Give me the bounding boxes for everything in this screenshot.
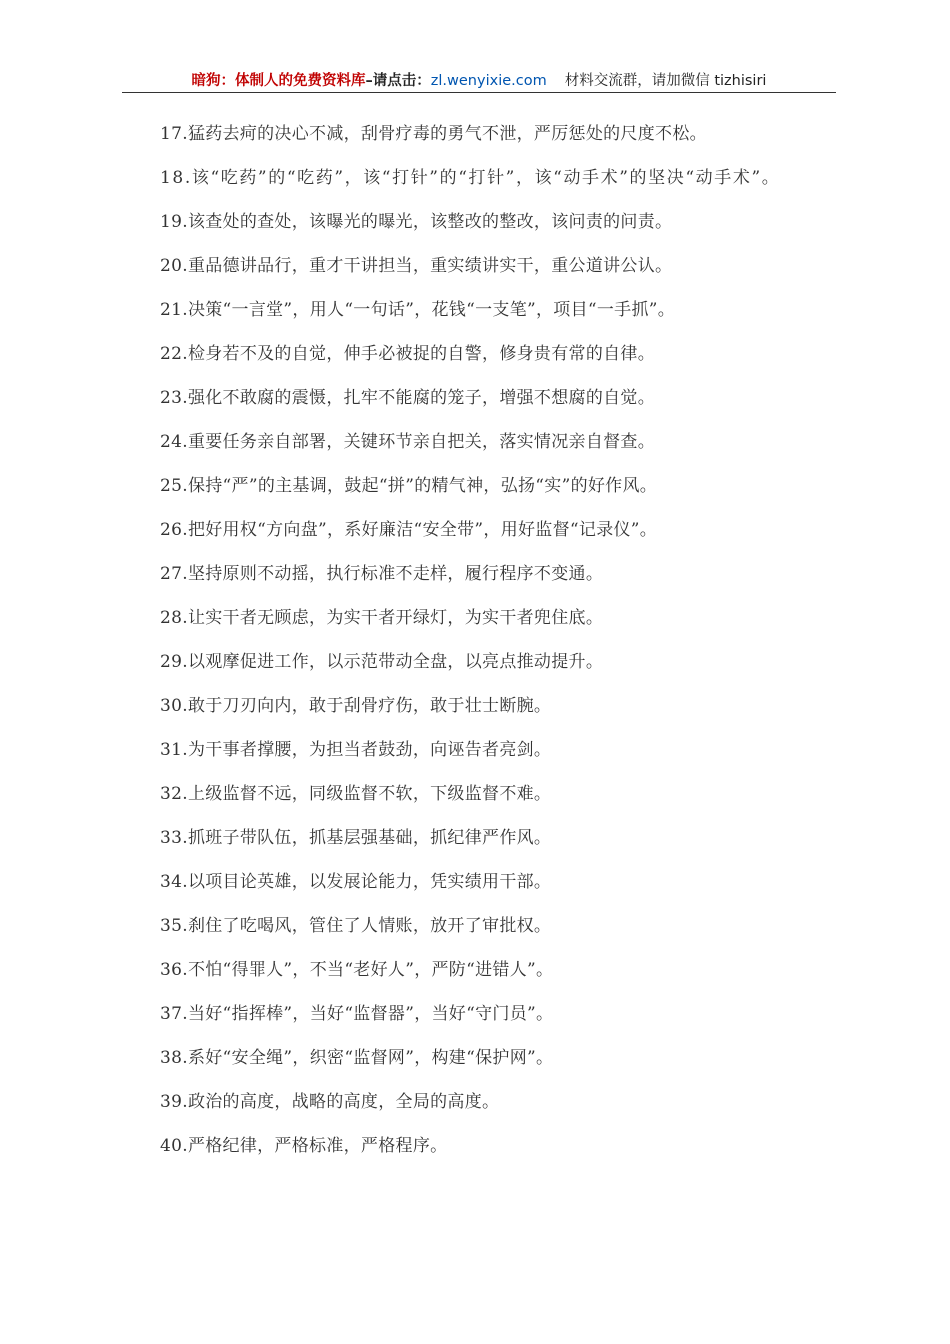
click-prompt: –请点击：: [365, 73, 431, 89]
list-item: [122, 910, 838, 943]
list-item: [122, 1042, 838, 1075]
item-number: 18.: [160, 168, 192, 188]
item-text: 强化不敢腐的震慑，扎牢不能腐的笼子，增强不想腐的自觉。: [187, 388, 656, 408]
list-item: [122, 866, 838, 899]
list-item: [122, 558, 838, 591]
list-item: [122, 382, 838, 415]
item-text: 该“吃药”的“吃药”，该“打针”的“打针”，该“动手术”的坚决“动手术”。: [191, 168, 781, 188]
list-item: [122, 162, 838, 195]
item-text: 抓班子带队伍，抓基层强基础，抓纪律严作风。: [187, 828, 552, 848]
item-number: 37.: [160, 1004, 188, 1024]
item-number: 35.: [160, 916, 188, 936]
item-text: 重要任务亲自部署，关键环节亲自把关，落实情况亲自督查。: [187, 432, 656, 452]
item-number: 28.: [160, 608, 188, 628]
item-number: 23.: [160, 388, 188, 408]
item-number: 25.: [160, 476, 188, 496]
list-item: [122, 250, 838, 283]
item-text: 系好“安全绳”，织密“监督网”，构建“保护网”。: [187, 1048, 554, 1068]
item-text: 决策“一言堂”，用人“一句话”，花钱“一支笔”，项目“一手抓”。: [187, 300, 676, 320]
list-item: [122, 1130, 838, 1163]
item-text: 为干事者撑腰，为担当者鼓劲，向诬告者亮剑。: [187, 740, 552, 760]
item-text: 坚持原则不动摇，执行标准不走样，履行程序不变通。: [187, 564, 604, 584]
list-item: [122, 206, 838, 239]
item-text: 保持“严”的主基调，鼓起“拼”的精气神，弘扬“实”的好作风。: [187, 476, 658, 496]
list-item: [122, 822, 838, 855]
item-text: 该查处的查处，该曝光的曝光，该整改的整改，该问责的问责。: [187, 212, 673, 232]
item-number: 31.: [160, 740, 188, 760]
item-number: 32.: [160, 784, 188, 804]
list-item: [122, 602, 838, 635]
item-number: 29.: [160, 652, 188, 672]
item-text: 严格纪律，严格标准，严格程序。: [187, 1136, 448, 1156]
list-item: [122, 426, 838, 459]
item-text: 以观摩促进工作，以示范带动全盘，以亮点推动提升。: [187, 652, 604, 672]
item-text: 敢于刀刃向内，敢于刮骨疗伤，敢于壮士断腕。: [187, 696, 552, 716]
item-number: 27.: [160, 564, 188, 584]
item-number: 40.: [160, 1136, 188, 1156]
list-item: [122, 954, 838, 987]
document-body: [122, 118, 838, 1174]
item-number: 26.: [160, 520, 188, 540]
wechat-note: 材料交流群，请加微信 tizhisiri: [564, 73, 767, 89]
list-item: [122, 470, 838, 503]
item-number: 20.: [160, 256, 188, 276]
item-text: 以项目论英雄，以发展论能力，凭实绩用干部。: [187, 872, 552, 892]
list-item: [122, 734, 838, 767]
list-item: [122, 690, 838, 723]
list-item: [122, 998, 838, 1031]
item-text: 重品德讲品行，重才干讲担当，重实绩讲实干，重公道讲公认。: [187, 256, 673, 276]
item-text: 猛药去疴的决心不减，刮骨疗毒的勇气不泄，严厉惩处的尺度不松。: [187, 124, 707, 144]
item-number: 17.: [160, 124, 188, 144]
item-number: 22.: [160, 344, 188, 364]
item-number: 39.: [160, 1092, 188, 1112]
list-item: [122, 294, 838, 327]
item-number: 38.: [160, 1048, 188, 1068]
list-item: [122, 338, 838, 371]
list-item: [122, 1086, 838, 1119]
item-text: 刹住了吃喝风，管住了人情账，放开了审批权。: [187, 916, 552, 936]
item-number: 21.: [160, 300, 188, 320]
item-number: 33.: [160, 828, 188, 848]
item-number: 24.: [160, 432, 188, 452]
list-item: [122, 778, 838, 811]
list-item: [122, 514, 838, 547]
list-item: [122, 646, 838, 679]
item-number: 19.: [160, 212, 188, 232]
item-text: 把好用权“方向盘”，系好廉洁“安全带”，用好监督“记录仪”。: [187, 520, 658, 540]
list-item: [122, 118, 838, 151]
item-text: 检身若不及的自觉，伸手必被捉的自警，修身贵有常的自律。: [187, 344, 656, 364]
item-text: 政治的高度，战略的高度，全局的高度。: [187, 1092, 500, 1112]
item-text: 上级监督不远，同级监督不软，下级监督不难。: [187, 784, 552, 804]
item-number: 30.: [160, 696, 188, 716]
site-name: 暗狗：体制人的免费资料库: [191, 73, 366, 89]
item-number: 36.: [160, 960, 188, 980]
site-url-link[interactable]: zl.wenyixie.com: [430, 73, 547, 89]
item-text: 让实干者无顾虑，为实干者开绿灯，为实干者兜住底。: [187, 608, 604, 628]
page-header: [122, 70, 836, 93]
item-text: 不怕“得罪人”，不当“老好人”，严防“进错人”。: [187, 960, 554, 980]
item-number: 34.: [160, 872, 188, 892]
item-text: 当好“指挥棒”，当好“监督器”，当好“守门员”。: [187, 1004, 554, 1024]
